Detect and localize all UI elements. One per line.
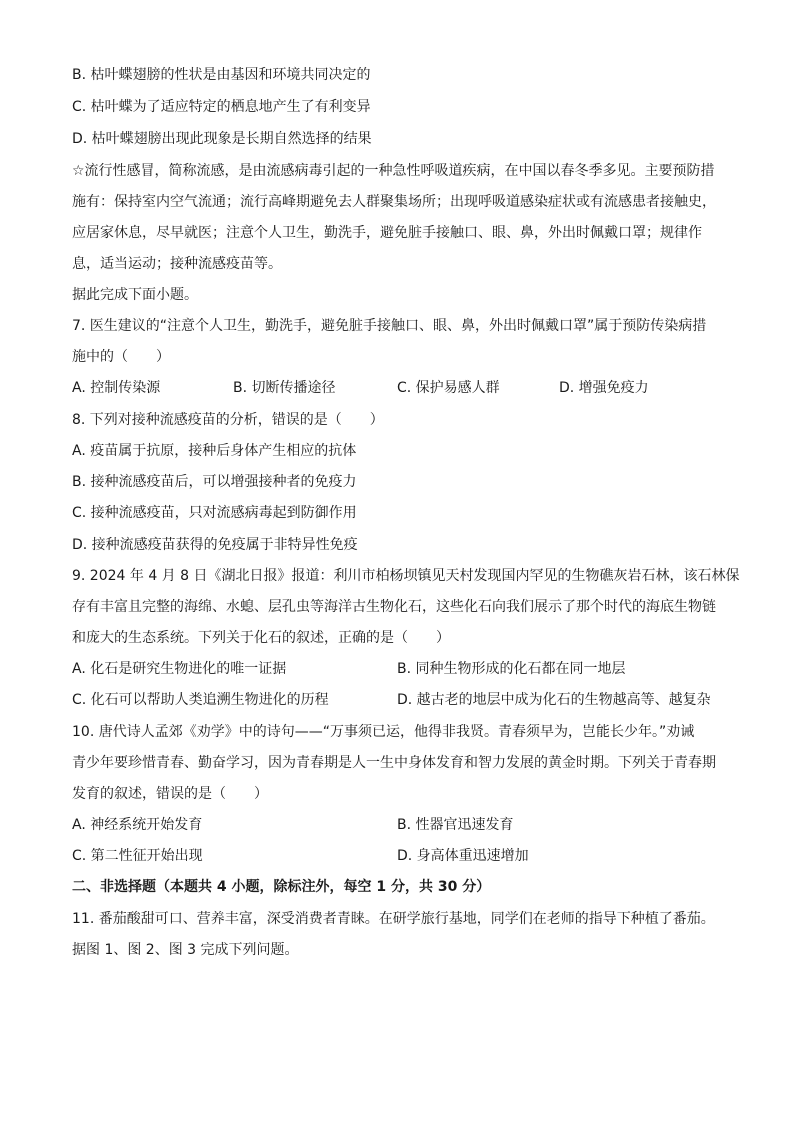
q7-option-b: B. 切断传播途径	[233, 380, 336, 396]
q10-option-a: A. 神经系统开始发育	[72, 817, 203, 833]
q10-stem: 青少年要珍惜青春、勤奋学习，因为青春期是人一生中身体发育和智力发展的黄金时期。下列关于青春期	[72, 755, 716, 771]
q6-option-b: B. 枯叶蝶翅膀的性状是由基因和环境共同决定的	[72, 67, 371, 83]
q10-option-c: C. 第二性征开始出现	[72, 848, 203, 864]
passage-line: 息，适当运动；接种流感疫苗等。	[72, 256, 282, 272]
q10-option-d: D. 身高体重迅速增加	[397, 848, 529, 864]
passage-line: 施有：保持室内空气流通；流行高峰期避免去人群聚集场所；出现呼吸道感染症状或有流感患者接触史，	[72, 194, 716, 210]
passage-instruction: 据此完成下面小题。	[72, 287, 198, 303]
q8-option-a: A. 疫苗属于抗原，接种后身体产生相应的抗体	[72, 443, 357, 459]
q8-stem: 8. 下列对接种流感疫苗的分析，错误的是（ ）	[72, 412, 384, 428]
q11-stem: 据图 1、图 2、图 3 完成下列问题。	[72, 942, 299, 958]
q9-option-d: D. 越古老的地层中成为化石的生物越高等、越复杂	[397, 692, 711, 708]
q7-stem: 7. 医生建议的“注意个人卫生，勤洗手，避免脏手接触口、眼、鼻，外出时佩戴口罩”属于预防传染病措	[72, 318, 707, 334]
section-heading: 二、非选择题（本题共 4 小题，除标注外，每空 1 分，共 30 分）	[72, 879, 491, 895]
q9-option-a: A. 化石是研究生物进化的唯一证据	[72, 661, 287, 677]
passage-line: 应居家休息，尽早就医；注意个人卫生，勤洗手，避免脏手接触口、眼、鼻，外出时佩戴口罩；规律作	[72, 225, 702, 241]
passage-line: ☆流行性感冒，简称流感，是由流感病毒引起的一种急性呼吸道疾病，在中国以春冬季多见。主要预防措	[72, 163, 715, 179]
q8-option-b: B. 接种流感疫苗后，可以增强接种者的免疫力	[72, 474, 357, 490]
q7-stem: 施中的（ ）	[72, 349, 170, 365]
q9-stem: 9. 2024 年 4 月 8 日《湖北日报》报道：利川市柏杨坝镇见天村发现国内罕见的生物礁灰岩石林，该石林保	[72, 568, 740, 584]
q7-option-c: C. 保护易感人群	[397, 380, 500, 396]
q11-stem: 11. 番茄酸甜可口、营养丰富，深受消费者青睐。在研学旅行基地，同学们在老师的指导下种植了番茄。	[72, 911, 715, 927]
q8-option-c: C. 接种流感疫苗，只对流感病毒起到防御作用	[72, 505, 357, 521]
q9-stem: 存有丰富且完整的海绵、水螅、层孔虫等海洋古生物化石，这些化石向我们展示了那个时代的海底生物链	[72, 599, 716, 615]
q6-option-d: D. 枯叶蝶翅膀出现此现象是长期自然选择的结果	[72, 131, 372, 147]
q9-stem: 和庞大的生态系统。下列关于化石的叙述，正确的是（ ）	[72, 630, 450, 646]
q10-stem: 10. 唐代诗人孟郊《劝学》中的诗句——“万事须已运，他得非我贤。青春须早为，岂能长少年。”劝诫	[72, 724, 695, 740]
q10-stem: 发育的叙述，错误的是（ ）	[72, 786, 268, 802]
q9-option-c: C. 化石可以帮助人类追溯生物进化的历程	[72, 692, 329, 708]
q7-option-d: D. 增强免疫力	[559, 380, 649, 396]
q10-option-b: B. 性器官迅速发育	[397, 817, 514, 833]
q9-option-b: B. 同种生物形成的化石都在同一地层	[397, 661, 626, 677]
q8-option-d: D. 接种流感疫苗获得的免疫属于非特异性免疫	[72, 537, 358, 553]
q7-option-a: A. 控制传染源	[72, 380, 161, 396]
q6-option-c: C. 枯叶蝶为了适应特定的栖息地产生了有利变异	[72, 99, 371, 115]
